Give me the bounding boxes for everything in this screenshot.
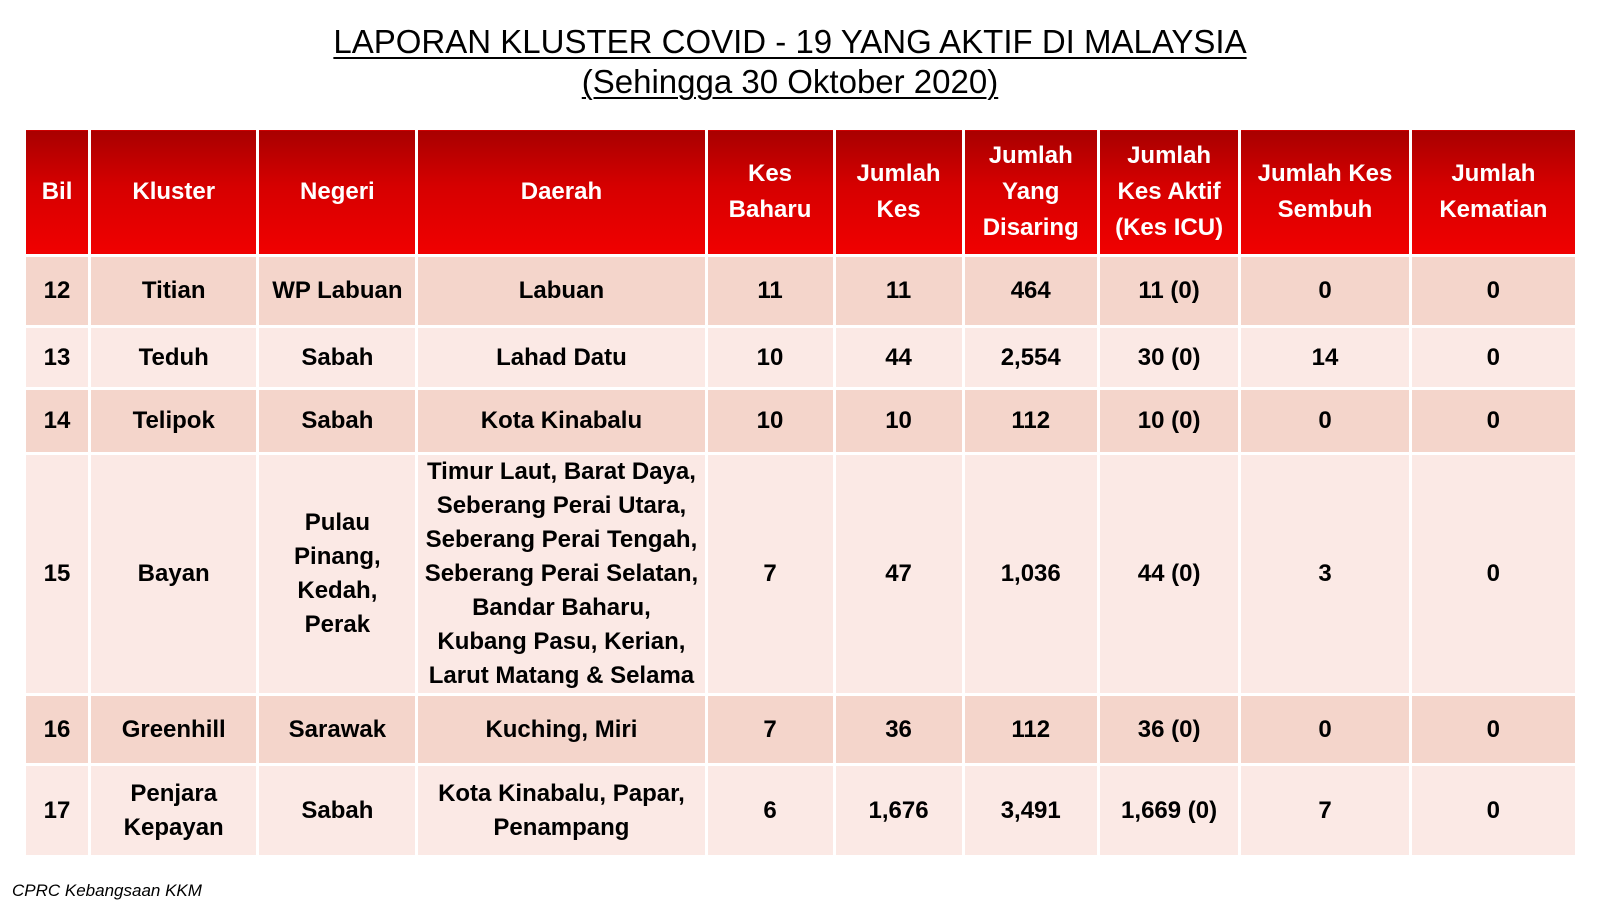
header-jumlah-sembuh bbox=[1240, 129, 1410, 256]
cell-daerah-line: Penampang bbox=[493, 813, 630, 841]
header-jumlah-aktif-line-1: Jumlah bbox=[1127, 142, 1212, 169]
cell-jumlah-sembuh: 0 bbox=[1240, 389, 1410, 454]
cell-negeri: Sarawak bbox=[258, 695, 417, 765]
cell-jumlah-kematian: 0 bbox=[1410, 389, 1576, 454]
header-kes-baharu bbox=[706, 129, 834, 256]
cell-jumlah-kematian: 0 bbox=[1410, 454, 1576, 695]
cell-daerah-line: Seberang Perai Tengah, bbox=[425, 526, 698, 553]
header-kes-baharu-line-1: Kes bbox=[748, 160, 793, 187]
header-jumlah-disaring bbox=[963, 129, 1098, 256]
table-row bbox=[25, 695, 1577, 765]
cell-jumlah-kes: 47 bbox=[834, 454, 963, 695]
cell-jumlah-aktif: 1,669 (0) bbox=[1098, 765, 1239, 857]
cell-negeri-line: Pulau bbox=[304, 509, 371, 536]
cell-negeri: Sabah bbox=[258, 765, 417, 857]
cell-daerah-line: Seberang Perai Selatan, bbox=[424, 560, 699, 587]
cell-negeri bbox=[258, 454, 417, 695]
header-daerah bbox=[417, 129, 706, 256]
cell-jumlah-sembuh: 14 bbox=[1240, 327, 1410, 389]
cell-daerah: Kuching, Miri bbox=[417, 695, 706, 765]
report-title-line-2: (Sehingga 30 Oktober 2020) bbox=[581, 63, 999, 100]
cell-jumlah-kes: 44 bbox=[834, 327, 963, 389]
cell-kluster bbox=[90, 765, 258, 857]
cell-jumlah-aktif: 44 (0) bbox=[1098, 454, 1239, 695]
cell-daerah-line: Larut Matang & Selama bbox=[428, 662, 695, 689]
cell-kes-baharu: 10 bbox=[706, 389, 834, 454]
cell-negeri: WP Labuan bbox=[258, 256, 417, 327]
cell-jumlah-disaring: 3,491 bbox=[963, 765, 1098, 857]
cell-jumlah-kes: 1,676 bbox=[834, 765, 963, 857]
cell-kes-baharu: 11 bbox=[706, 256, 834, 327]
source-note: CPRC Kebangsaan KKM bbox=[12, 881, 202, 900]
header-negeri-label: Negeri bbox=[300, 178, 375, 205]
cell-daerah-line: Seberang Perai Utara, bbox=[436, 492, 687, 519]
cell-daerah bbox=[417, 454, 706, 695]
cell-jumlah-disaring: 464 bbox=[963, 256, 1098, 327]
header-kes-baharu-line-2: Baharu bbox=[728, 196, 812, 223]
cell-kluster-line: Penjara bbox=[130, 779, 218, 807]
header-jumlah-kes bbox=[834, 129, 963, 256]
header-jumlah-sembuh-line-1: Jumlah Kes bbox=[1257, 160, 1393, 187]
cell-jumlah-sembuh: 0 bbox=[1240, 256, 1410, 327]
cell-daerah-line: Kota Kinabalu, Papar, bbox=[438, 779, 685, 807]
cell-jumlah-kes: 10 bbox=[834, 389, 963, 454]
cell-jumlah-aktif: 36 (0) bbox=[1098, 695, 1239, 765]
header-daerah-label: Daerah bbox=[520, 178, 603, 205]
cell-jumlah-aktif: 30 (0) bbox=[1098, 327, 1239, 389]
header-kluster-label: Kluster bbox=[132, 178, 216, 205]
cell-jumlah-sembuh: 7 bbox=[1240, 765, 1410, 857]
table-header-row bbox=[25, 129, 1577, 256]
cell-negeri: Sabah bbox=[258, 327, 417, 389]
table-row bbox=[25, 256, 1577, 327]
report-title-line-1: LAPORAN KLUSTER COVID - 19 YANG AKTIF DI MALAYSIA bbox=[333, 23, 1247, 60]
header-jumlah-kematian bbox=[1410, 129, 1576, 256]
header-bil-label: Bil bbox=[41, 178, 73, 205]
header-jumlah-disaring-line-1: Jumlah bbox=[988, 142, 1073, 169]
table-row bbox=[25, 765, 1577, 857]
header-jumlah-kes-line-1: Jumlah bbox=[856, 160, 941, 187]
cell-kes-baharu: 10 bbox=[706, 327, 834, 389]
cell-kluster: Teduh bbox=[90, 327, 258, 389]
cell-jumlah-kematian: 0 bbox=[1410, 256, 1576, 327]
cell-daerah-line: Timur Laut, Barat Daya, bbox=[426, 458, 696, 485]
cell-bil: 16 bbox=[25, 695, 90, 765]
header-bil bbox=[25, 129, 90, 256]
cell-bil: 12 bbox=[25, 256, 90, 327]
cell-bil: 17 bbox=[25, 765, 90, 857]
cell-jumlah-disaring: 112 bbox=[963, 389, 1098, 454]
cell-daerah-line: Kubang Pasu, Kerian, bbox=[437, 628, 686, 655]
header-jumlah-aktif-line-2: Kes Aktif bbox=[1117, 178, 1221, 205]
table-row bbox=[25, 389, 1577, 454]
cell-jumlah-aktif: 11 (0) bbox=[1098, 256, 1239, 327]
cell-bil: 15 bbox=[25, 454, 90, 695]
cell-jumlah-disaring: 2,554 bbox=[963, 327, 1098, 389]
cell-jumlah-disaring: 1,036 bbox=[963, 454, 1098, 695]
cluster-table bbox=[23, 127, 1578, 858]
cell-kluster: Greenhill bbox=[90, 695, 258, 765]
header-jumlah-kes-line-2: Kes bbox=[876, 196, 921, 223]
cell-jumlah-kematian: 0 bbox=[1410, 765, 1576, 857]
cell-kluster: Bayan bbox=[90, 454, 258, 695]
header-jumlah-aktif bbox=[1098, 129, 1239, 256]
cell-daerah: Kota Kinabalu bbox=[417, 389, 706, 454]
cell-daerah: Labuan bbox=[417, 256, 706, 327]
cell-kes-baharu: 7 bbox=[706, 695, 834, 765]
cell-kes-baharu: 6 bbox=[706, 765, 834, 857]
cell-negeri-line: Pinang, bbox=[294, 543, 381, 570]
cell-bil: 13 bbox=[25, 327, 90, 389]
table-row bbox=[25, 454, 1577, 695]
cell-jumlah-kes: 36 bbox=[834, 695, 963, 765]
table-row bbox=[25, 327, 1577, 389]
cell-bil: 14 bbox=[25, 389, 90, 454]
cell-kes-baharu: 7 bbox=[706, 454, 834, 695]
cell-jumlah-sembuh: 0 bbox=[1240, 695, 1410, 765]
cell-daerah-line: Bandar Baharu, bbox=[472, 594, 651, 621]
cell-negeri-line: Kedah, Perak bbox=[297, 577, 378, 638]
cell-kluster: Telipok bbox=[90, 389, 258, 454]
header-kluster bbox=[90, 129, 258, 256]
cell-jumlah-aktif: 10 (0) bbox=[1098, 389, 1239, 454]
header-jumlah-kematian-line-1: Jumlah bbox=[1451, 160, 1536, 187]
cell-kluster-line: Kepayan bbox=[123, 813, 224, 841]
header-jumlah-aktif-line-3: (Kes ICU) bbox=[1115, 214, 1224, 241]
cell-jumlah-kes: 11 bbox=[834, 256, 963, 327]
cell-negeri: Sabah bbox=[258, 389, 417, 454]
cell-daerah bbox=[417, 765, 706, 857]
header-jumlah-sembuh-line-2: Sembuh bbox=[1277, 196, 1373, 223]
cell-kluster: Titian bbox=[90, 256, 258, 327]
cell-jumlah-sembuh: 3 bbox=[1240, 454, 1410, 695]
cell-jumlah-kematian: 0 bbox=[1410, 695, 1576, 765]
header-jumlah-kematian-line-2: Kematian bbox=[1439, 196, 1548, 223]
cell-jumlah-disaring: 112 bbox=[963, 695, 1098, 765]
cell-daerah: Lahad Datu bbox=[417, 327, 706, 389]
header-negeri bbox=[258, 129, 417, 256]
header-jumlah-disaring-line-3: Disaring bbox=[982, 214, 1079, 241]
header-jumlah-disaring-line-2: Yang bbox=[1002, 178, 1060, 205]
report-title bbox=[0, 22, 1580, 102]
cell-jumlah-kematian: 0 bbox=[1410, 327, 1576, 389]
